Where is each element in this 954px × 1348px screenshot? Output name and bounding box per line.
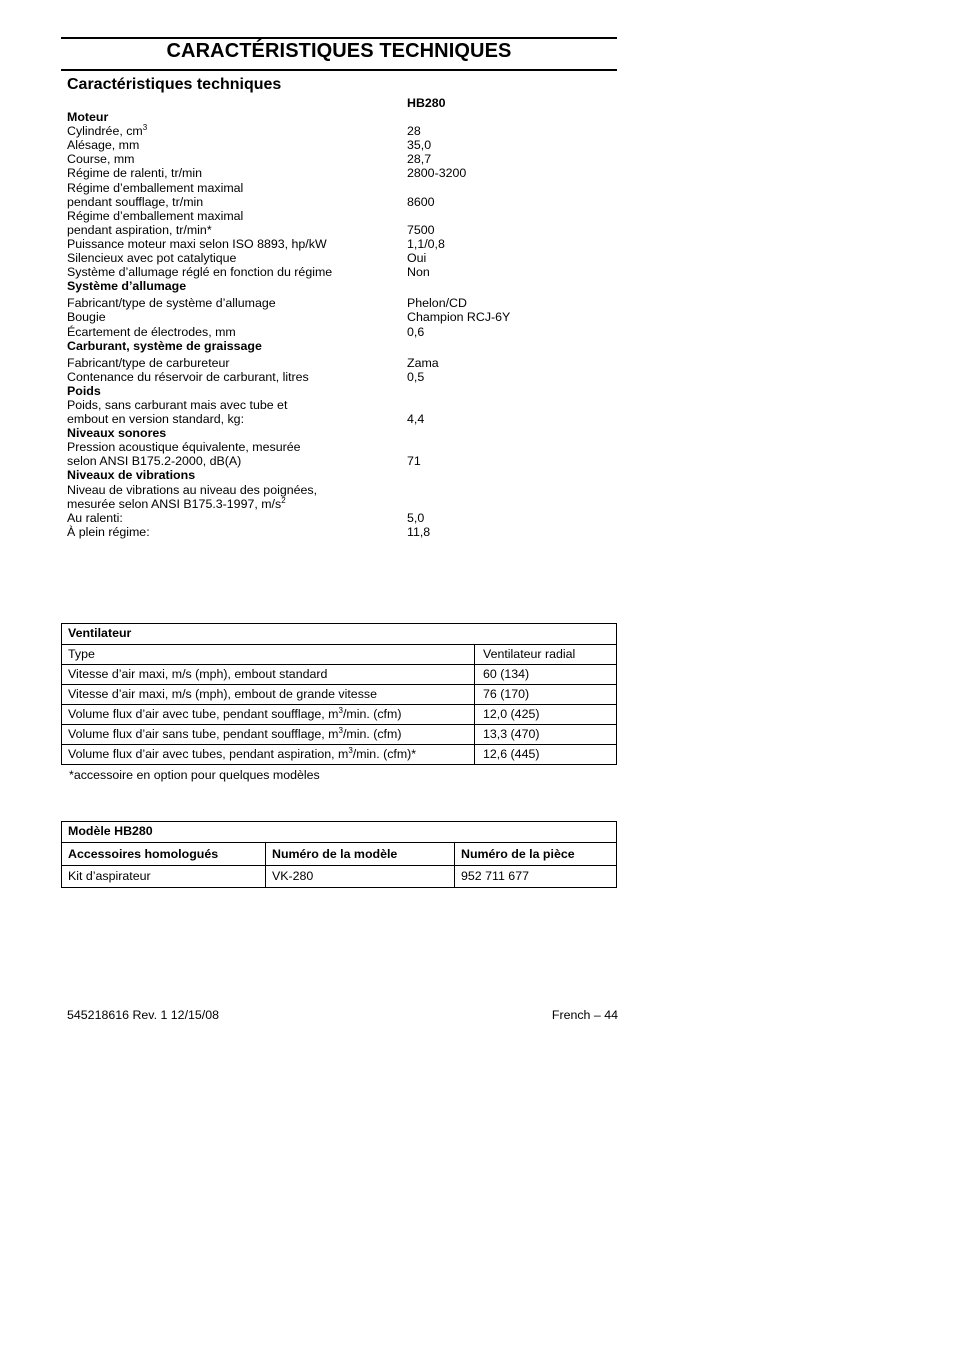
spec-value: 8600	[407, 194, 435, 209]
spec-row	[67, 237, 587, 251]
spec-label: Niveau de vibrations au niveau des poignées,	[67, 482, 318, 497]
fan-table	[61, 623, 617, 765]
spec-model-row	[67, 96, 587, 110]
section-title: Poids	[67, 383, 101, 398]
spec-value: 11,8	[407, 524, 431, 539]
section-title: Moteur	[67, 110, 109, 125]
spec-label: À plein régime:	[67, 524, 150, 539]
fan-param-cell	[62, 645, 474, 664]
spec-value: 71	[407, 454, 421, 469]
table-cell: 952 711 677	[454, 866, 616, 887]
spec-label: Système d’allumage réglé en fonction du régime	[67, 265, 333, 280]
spec-value: Oui	[407, 251, 427, 266]
spec-rows	[67, 110, 587, 539]
spec-label: embout en version standard, kg:	[67, 412, 245, 427]
spec-label: pendant aspiration, tr/min*	[67, 222, 212, 237]
footer-page-number: French – 44	[551, 1008, 618, 1022]
column-header: Numéro de la modèle	[265, 843, 454, 865]
spec-section-heading	[67, 468, 587, 482]
top-rule	[61, 37, 617, 39]
spec-value: Zama	[407, 355, 439, 370]
column-header: Accessoires homologués	[68, 847, 219, 861]
spec-row	[67, 483, 587, 497]
spec-row	[67, 138, 587, 152]
superscript: 3	[142, 123, 148, 133]
spec-label: Poids, sans carburant mais avec tube et	[67, 397, 288, 412]
spec-label: Écartement de électrodes, mm	[67, 324, 236, 339]
fan-param-label: Volume flux d’air avec tube, pendant soufflage, m	[68, 707, 339, 721]
footer-doc-number: 545218616 Rev. 1 12/15/08	[67, 1008, 220, 1022]
spec-row	[67, 398, 587, 412]
spec-value: 5,0	[407, 510, 425, 525]
spec-row	[67, 195, 587, 209]
spec-row	[67, 181, 587, 195]
spec-row	[67, 152, 587, 166]
spec-row	[67, 356, 587, 370]
fan-param-cell	[62, 745, 474, 764]
section-title: Carburant, système de graissage	[67, 338, 262, 353]
superscript: 3	[348, 746, 353, 755]
spec-row	[67, 251, 587, 265]
table-cell: Kit d’aspirateur	[68, 869, 151, 883]
spec-row	[67, 412, 587, 426]
table-cell: VK-280	[265, 866, 454, 887]
fan-value-cell: 13,3 (470)	[474, 725, 616, 744]
fan-value-cell: 60 (134)	[474, 665, 616, 684]
spec-label: Contenance du réservoir de carburant, litres	[67, 369, 309, 384]
spec-list	[67, 96, 587, 539]
fan-param-label: Volume flux d’air sans tube, pendant soufflage, m	[68, 727, 339, 741]
spec-label: Fabricant/type de carbureteur	[67, 355, 230, 370]
fan-param-label: Type	[68, 647, 95, 661]
spec-row	[67, 511, 587, 525]
spec-section-heading	[67, 339, 587, 353]
model-table-header-row	[62, 822, 616, 842]
spec-row	[67, 440, 587, 454]
spec-label: Alésage, mm	[67, 138, 140, 153]
spec-value: 0,6	[407, 324, 425, 339]
spec-row	[67, 325, 587, 339]
fan-table-header-row	[62, 624, 616, 644]
spec-value: 2800-3200	[407, 166, 467, 181]
spec-value: 7500	[407, 222, 435, 237]
superscript: 2	[281, 495, 286, 505]
spec-section-heading	[67, 279, 587, 293]
spec-value: Phelon/CD	[407, 296, 467, 311]
spec-row	[67, 223, 587, 237]
spec-label: Cylindrée, cm	[67, 124, 143, 139]
spec-label: Régime d’emballement maximal	[67, 180, 244, 195]
spec-label: Bougie	[67, 310, 106, 325]
section-subtitle: Caractéristiques techniques	[67, 76, 282, 93]
spec-row	[67, 454, 587, 468]
fan-value-cell: 12,0 (425)	[474, 705, 616, 724]
section-title: Système d’allumage	[67, 279, 187, 294]
page-title: CARACTÉRISTIQUES TECHNIQUES	[166, 40, 512, 62]
fan-param-cell	[62, 725, 474, 744]
table-row	[62, 684, 616, 704]
model-table	[61, 821, 617, 888]
spec-value: Champion RCJ-6Y	[407, 310, 511, 325]
spec-row	[67, 166, 587, 180]
spec-value: Non	[407, 265, 430, 280]
fan-param-unit: /min. (cfm)*	[352, 747, 417, 761]
section-title: Niveaux de vibrations	[67, 468, 196, 483]
superscript: 3	[338, 726, 343, 735]
superscript: 3	[338, 706, 343, 715]
spec-label: selon ANSI B175.2-2000, dB(A)	[67, 454, 242, 469]
spec-label: Course, mm	[67, 152, 135, 167]
section-title: Niveaux sonores	[67, 426, 167, 441]
spec-row	[67, 497, 587, 511]
fan-param-label: Volume flux d’air avec tubes, pendant aspiration, m	[68, 747, 349, 761]
table-row	[62, 664, 616, 684]
spec-label: Au ralenti:	[67, 510, 123, 525]
fan-param-unit: /min. (cfm)	[342, 727, 402, 741]
spec-row	[67, 370, 587, 384]
spec-label-group	[67, 124, 147, 138]
spec-section-heading	[67, 384, 587, 398]
table-row	[62, 724, 616, 744]
fan-param-cell	[62, 705, 474, 724]
fan-table-title: Ventilateur	[68, 626, 132, 640]
fan-value-cell: 12,6 (445)	[474, 745, 616, 764]
fan-param-label: Vitesse d’air maxi, m/s (mph), embout de grande vitesse	[68, 687, 377, 701]
spec-label: mesurée selon ANSI B175.3-1997, m/s	[67, 496, 282, 511]
spec-label: Puissance moteur maxi selon ISO 8893, hp/kW	[67, 236, 327, 251]
table-row	[62, 644, 616, 664]
fan-param-unit: /min. (cfm)	[342, 707, 402, 721]
spec-section-heading	[67, 110, 587, 124]
spec-value: 4,4	[407, 412, 425, 427]
spec-row	[67, 124, 587, 138]
model-name: HB280	[407, 96, 446, 110]
fan-value-cell: 76 (170)	[474, 685, 616, 704]
model-table-column-row	[62, 842, 616, 865]
spec-label: Silencieux avec pot catalytique	[67, 251, 237, 266]
spec-row	[67, 265, 587, 279]
spec-row	[67, 310, 587, 324]
spec-label: Régime d’emballement maximal	[67, 208, 244, 223]
spec-value: 28,7	[407, 152, 432, 167]
table-row	[62, 704, 616, 724]
spec-value: 1,1/0,8	[407, 236, 445, 251]
spec-label: Fabricant/type de système d’allumage	[67, 296, 276, 311]
spec-value: 28	[407, 124, 421, 139]
spec-row	[67, 525, 587, 539]
spec-label: pendant soufflage, tr/min	[67, 194, 204, 209]
spec-value: 35,0	[407, 138, 432, 153]
spec-value: 0,5	[407, 369, 425, 384]
spec-label: Régime de ralenti, tr/min	[67, 166, 202, 181]
spec-row	[67, 209, 587, 223]
model-table-title: Modèle HB280	[68, 824, 153, 838]
table-row	[62, 744, 616, 764]
spec-row	[67, 296, 587, 310]
fan-param-cell	[62, 665, 474, 684]
title-rule	[61, 69, 617, 71]
fan-param-cell	[62, 685, 474, 704]
table-footnote: *accessoire en option pour quelques modèles	[69, 768, 320, 782]
fan-param-label: Vitesse d’air maxi, m/s (mph), embout standard	[68, 667, 328, 681]
spec-label-group	[67, 497, 286, 511]
fan-value-cell: Ventilateur radial	[474, 645, 616, 664]
spec-section-heading	[67, 426, 587, 440]
spec-label: Pression acoustique équivalente, mesurée	[67, 440, 301, 455]
table-row	[62, 865, 616, 887]
column-header: Numéro de la pièce	[454, 843, 616, 865]
